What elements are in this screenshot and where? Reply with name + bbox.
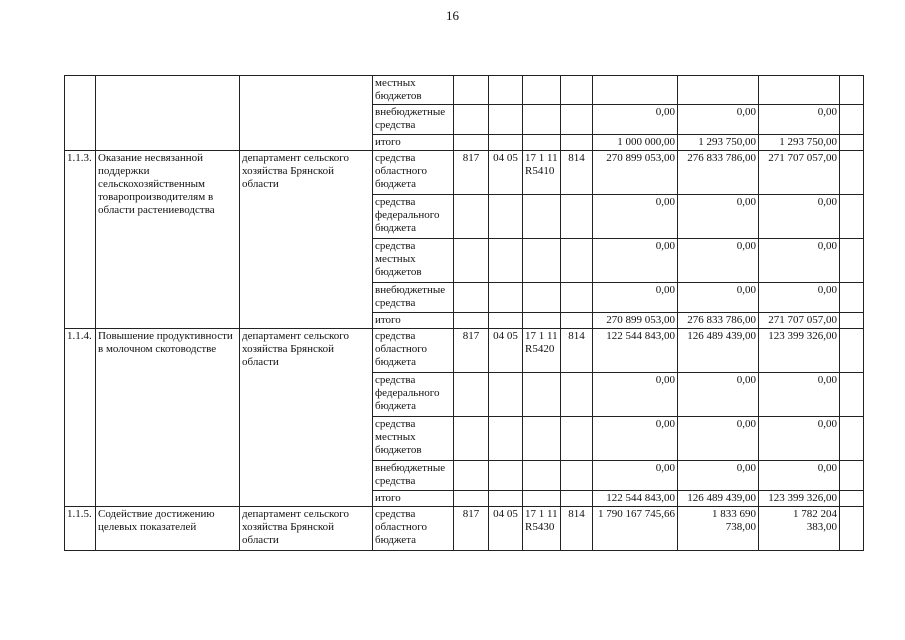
value-cell: 0,00 xyxy=(593,239,678,283)
source-cell: средства местных бюджетов xyxy=(373,417,454,461)
table-row xyxy=(65,507,864,551)
value-cell: 122 544 843,00 xyxy=(593,491,678,507)
source-cell: итого xyxy=(373,135,454,151)
vr-code: 814 xyxy=(561,507,593,551)
value-cell: 0,00 xyxy=(593,283,678,313)
rz-code: 04 05 xyxy=(489,329,523,373)
source-cell: итого xyxy=(373,313,454,329)
grbs-code: 817 xyxy=(454,507,489,551)
value-cell: 0,00 xyxy=(593,417,678,461)
csr-code: 17 1 11 R5410 xyxy=(523,151,561,195)
value-cell: 0,00 xyxy=(759,195,840,239)
item-number: 1.1.4. xyxy=(65,329,96,507)
source-cell: местных бюджетов xyxy=(373,76,454,105)
value-cell xyxy=(678,76,759,105)
rz-code: 04 05 xyxy=(489,507,523,551)
source-cell: средства федерального бюджета xyxy=(373,373,454,417)
value-cell: 0,00 xyxy=(678,283,759,313)
value-cell: 1 293 750,00 xyxy=(759,135,840,151)
value-cell: 0,00 xyxy=(678,239,759,283)
item-number: 1.1.3. xyxy=(65,151,96,329)
value-cell: 0,00 xyxy=(678,417,759,461)
value-cell: 0,00 xyxy=(759,239,840,283)
source-cell: средства областного бюджета xyxy=(373,329,454,373)
value-cell: 0,00 xyxy=(759,417,840,461)
source-cell: средства областного бюджета xyxy=(373,507,454,551)
value-cell: 1 000 000,00 xyxy=(593,135,678,151)
csr-code: 17 1 11 R5420 xyxy=(523,329,561,373)
source-cell: внебюджетные средства xyxy=(373,461,454,491)
item-block-1-1-4 xyxy=(65,329,864,507)
item-title: Повышение продуктивности в молочном скотоводстве xyxy=(96,329,240,507)
vr-code: 814 xyxy=(561,151,593,195)
value-cell: 0,00 xyxy=(759,373,840,417)
value-cell: 0,00 xyxy=(593,373,678,417)
value-cell: 271 707 057,00 xyxy=(759,313,840,329)
source-cell: средства местных бюджетов xyxy=(373,239,454,283)
grbs-code: 817 xyxy=(454,151,489,195)
value-cell: 126 489 439,00 xyxy=(678,329,759,373)
value-cell: 0,00 xyxy=(593,195,678,239)
source-cell: средства областного бюджета xyxy=(373,151,454,195)
source-cell: итого xyxy=(373,491,454,507)
value-cell: 276 833 786,00 xyxy=(678,151,759,195)
item-executor: департамент сельского хозяйства Брянской области xyxy=(240,507,373,551)
value-cell: 0,00 xyxy=(593,105,678,135)
value-cell: 0,00 xyxy=(678,105,759,135)
value-cell: 0,00 xyxy=(678,461,759,491)
value-cell: 0,00 xyxy=(759,461,840,491)
value-cell: 270 899 053,00 xyxy=(593,313,678,329)
value-cell xyxy=(759,76,840,105)
page-number: 16 xyxy=(446,8,459,23)
rz-code: 04 05 xyxy=(489,151,523,195)
grbs-code: 817 xyxy=(454,329,489,373)
item-block-1-1-3 xyxy=(65,151,864,329)
budget-table xyxy=(64,75,864,551)
value-cell: 0,00 xyxy=(593,461,678,491)
table-row xyxy=(65,76,864,105)
item-executor: департамент сельского хозяйства Брянской области xyxy=(240,329,373,507)
value-cell: 1 833 690 738,00 xyxy=(678,507,759,551)
source-cell: внебюджетные средства xyxy=(373,105,454,135)
table-row xyxy=(65,329,864,373)
value-cell: 1 782 204 383,00 xyxy=(759,507,840,551)
item-block-1-1-5 xyxy=(65,507,864,551)
value-cell xyxy=(593,76,678,105)
source-cell: внебюджетные средства xyxy=(373,283,454,313)
item-number: 1.1.5. xyxy=(65,507,96,551)
value-cell: 122 544 843,00 xyxy=(593,329,678,373)
item-executor: департамент сельского хозяйства Брянской области xyxy=(240,151,373,329)
item-title: Оказание несвязанной поддержки сельскохозяйственным товаропроизводителям в области растениеводства xyxy=(96,151,240,329)
value-cell: 271 707 057,00 xyxy=(759,151,840,195)
value-cell: 0,00 xyxy=(759,283,840,313)
source-cell: средства федерального бюджета xyxy=(373,195,454,239)
value-cell: 126 489 439,00 xyxy=(678,491,759,507)
table-row xyxy=(65,151,864,195)
value-cell: 270 899 053,00 xyxy=(593,151,678,195)
value-cell: 123 399 326,00 xyxy=(759,329,840,373)
value-cell: 276 833 786,00 xyxy=(678,313,759,329)
value-cell: 0,00 xyxy=(678,373,759,417)
value-cell: 1 293 750,00 xyxy=(678,135,759,151)
vr-code: 814 xyxy=(561,329,593,373)
value-cell: 0,00 xyxy=(678,195,759,239)
top-partial-block xyxy=(65,76,864,151)
value-cell: 123 399 326,00 xyxy=(759,491,840,507)
value-cell: 0,00 xyxy=(759,105,840,135)
value-cell: 1 790 167 745,66 xyxy=(593,507,678,551)
csr-code: 17 1 11 R5430 xyxy=(523,507,561,551)
item-title: Содействие достижению целевых показателей xyxy=(96,507,240,551)
